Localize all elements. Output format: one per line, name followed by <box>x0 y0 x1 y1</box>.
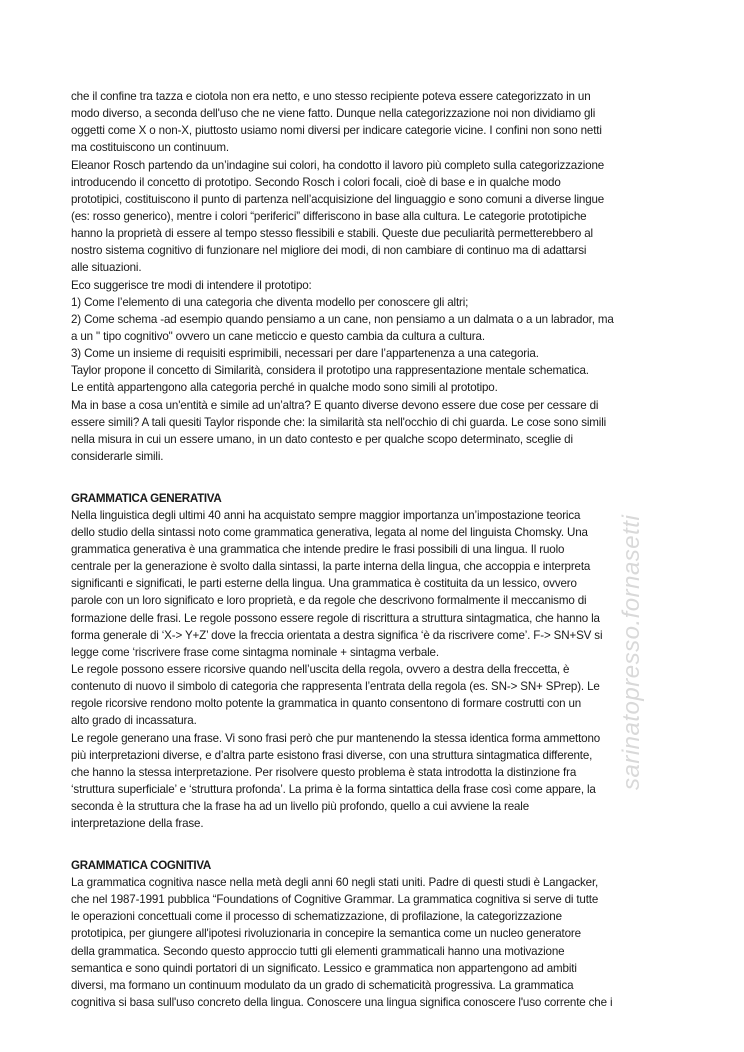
text-line: oggetti come X o non-X, piuttosto usiamo nomi diversi per indicare categorie vicine. I confini non sono netti <box>71 124 602 138</box>
text-line: alto grado di incassatura. <box>71 714 197 728</box>
text-line: considerarle simili. <box>71 449 164 463</box>
text-line: contenuto di nuovo il simbolo di categoria che rappresenta l’entrata della regola (es. SN-> SN+ SPrep). Le <box>71 680 600 694</box>
text-line: nostro sistema cognitivo di funzionare nel migliore dei modi, di non cambiare di continuo ma di adattarsi <box>71 244 587 258</box>
text-line: La grammatica cognitiva nasce nella metà degli anni 60 negli stati uniti. Padre di questi studi è Langacker, <box>71 876 599 890</box>
text-line: dello studio della sintassi noto come grammatica generativa, legata al nome del linguista Chomsky. Una <box>71 525 588 539</box>
text-line: modo diverso, a seconda dell'uso che ne viene fatto. Dunque nella categorizzazione noi non dividiamo gli <box>71 107 596 121</box>
text-line: interpretazione della frase. <box>71 817 204 831</box>
text-line: 2) Come schema -ad esempio quando pensiamo a un cane, non pensiamo a un dalmata o a un labrador, ma <box>71 312 614 326</box>
text-line: 3) Come un insieme di requisiti esprimibili, necessari per dare l’appartenenza a una categoria. <box>71 347 539 361</box>
section-heading: GRAMMATICA COGNITIVA <box>71 858 211 872</box>
text-line: centrale per la generazione è svolto dalla sintassi, la parte interna della lingua, che accoppia e interpreta <box>71 560 591 574</box>
text-line: Eleanor Rosch partendo da un’indagine sui colori, ha condotto il lavoro più completo sulla categorizzazione <box>71 158 605 172</box>
text-line: nella misura in cui un essere umano, in un dato contesto e per qualche scopo determinato, sceglie di <box>71 432 573 446</box>
text-line: seconda è la struttura che la frase ha ad un livello più profondo, quello a cui avviene la reale <box>71 800 530 814</box>
text-line: Le entità appartengono alla categoria perché in qualche modo sono simili al prototipo. <box>71 381 498 395</box>
text-line: a un " tipo cognitivo" ovvero un cane meticcio e questo cambia da cultura a cultura. <box>71 329 485 343</box>
text-line: che nel 1987-1991 pubblica “Foundations of Cognitive Grammar. La grammatica cognitiva si serve di tutte <box>71 893 599 907</box>
text-line: Le regole generano una frase. Vi sono frasi però che pur mantenendo la stessa identica forma ammettono <box>71 731 601 745</box>
text-line: formazione delle frasi. Le regole possono essere regole di riscrittura a struttura sintagmatica, che hanno la <box>71 611 600 625</box>
text-line: Le regole possono essere ricorsive quando nell’uscita della regola, ovvero a destra della freccetta, è <box>71 663 570 676</box>
text-line: forma generale di ‘X-> Y+Z’ dove la freccia orientata a destra significa ‘è da riscrivere come’. F-> SN+SV si <box>71 628 603 642</box>
text-line: parole con un loro significato e loro proprietà, e da regole che descrivono formalmente il meccanismo di <box>71 594 587 608</box>
text-line: (es: rosso generico), mentre i colori “periferici” differiscono in base alla cultura. Le categorie prototipiche <box>71 209 587 223</box>
text-line: Nella linguistica degli ultimi 40 anni ha acquistato sempre maggior importanza un’impostazione teorica <box>71 508 581 522</box>
text-line: più interpretazioni diverse, e d’altra parte esistono frasi diverse, con una struttura sintagmatica differente, <box>71 748 593 762</box>
section-heading: GRAMMATICA GENERATIVA <box>71 491 222 505</box>
text-line: che hanno la stessa interpretazione. Per risolvere questo problema è stata introdotta la distinzione fra <box>71 765 577 779</box>
document-section <box>71 490 681 833</box>
text-line: ‘struttura superficiale’ e ‘struttura profonda’. La prima è la forma sintattica della frase così come appare, la <box>71 782 596 796</box>
text-line: Ma in base a cosa un'entità e simile ad un’altra? E quanto diverse devono essere due cose per cessare di <box>71 398 599 412</box>
text-line: che il confine tra tazza e ciotola non era netto, e uno stesso recipiente poteva essere categorizzato in un <box>71 90 591 103</box>
text-line: diversi, ma formano un continuum modulato da un grado di schematicità progressiva. La grammatica <box>71 978 574 992</box>
text-line: Taylor propone il concetto di Similarità, considera il prototipo una rappresentazione mentale schematica. <box>71 364 589 378</box>
text-line: della grammatica. Secondo questo approccio tutti gli elementi grammaticali hanno una motivazione <box>71 944 565 958</box>
text-line: le operazioni concettuali come il processo di schematizzazione, di profilazione, la categorizzazione <box>71 910 562 924</box>
text-line: grammatica generativa è una grammatica che intende predire le frasi possibili di una lingua. Il ruolo <box>71 543 565 557</box>
text-line: alle situazioni. <box>71 261 142 275</box>
text-line: prototipici, costituiscono il punto di partenza nell’acquisizione del linguaggio e sono comuni a diverse lingue <box>71 192 605 206</box>
text-line: ma costituiscono un continuum. <box>71 141 229 155</box>
document-section <box>71 857 681 1011</box>
text-line: introducendo il concetto di prototipo. Secondo Rosch i colori focali, cioè di base e in qualche modo <box>71 175 561 189</box>
text-line: regole ricorsive rendono molto potente la grammatica in quanto consentono di formare costrutti con un <box>71 697 582 711</box>
text-line: significanti e significati, le parti esterne della lingua. Una grammatica è costituita da un lessico, ovvero <box>71 577 577 591</box>
text-line: 1) Come l’elemento di una categoria che diventa modello per conoscere gli altri; <box>71 295 469 309</box>
document-page <box>71 88 681 1011</box>
text-line: semantica e sono quindi portatori di un significato. Lessico e grammatica non appartengono ad ambiti <box>71 961 577 975</box>
text-line: essere simili? A tali quesiti Taylor risponde che: la similarità sta nell'occhio di chi guarda. Le cose sono simili <box>71 415 607 429</box>
text-line: Eco suggerisce tre modi di intendere il prototipo: <box>71 278 312 292</box>
text-line: hanno la proprietà di essere al tempo stesso flessibili e stabili. Queste due peculiarità permetterebbero al <box>71 227 593 241</box>
text-line: cognitiva si basa sull'uso concreto della lingua. Conoscere una lingua significa conoscere l'uso corrente che i <box>71 996 613 1010</box>
document-section <box>71 88 681 465</box>
text-line: legge come ‘riscrivere frase come sintagma nominale + sintagma verbale. <box>71 645 439 659</box>
watermark: sarinatopresso.fornasetti <box>618 514 645 790</box>
text-line: prototipica, per giungere all'ipotesi rivoluzionaria in concepire la semantica come un nucleo generatore <box>71 927 581 941</box>
